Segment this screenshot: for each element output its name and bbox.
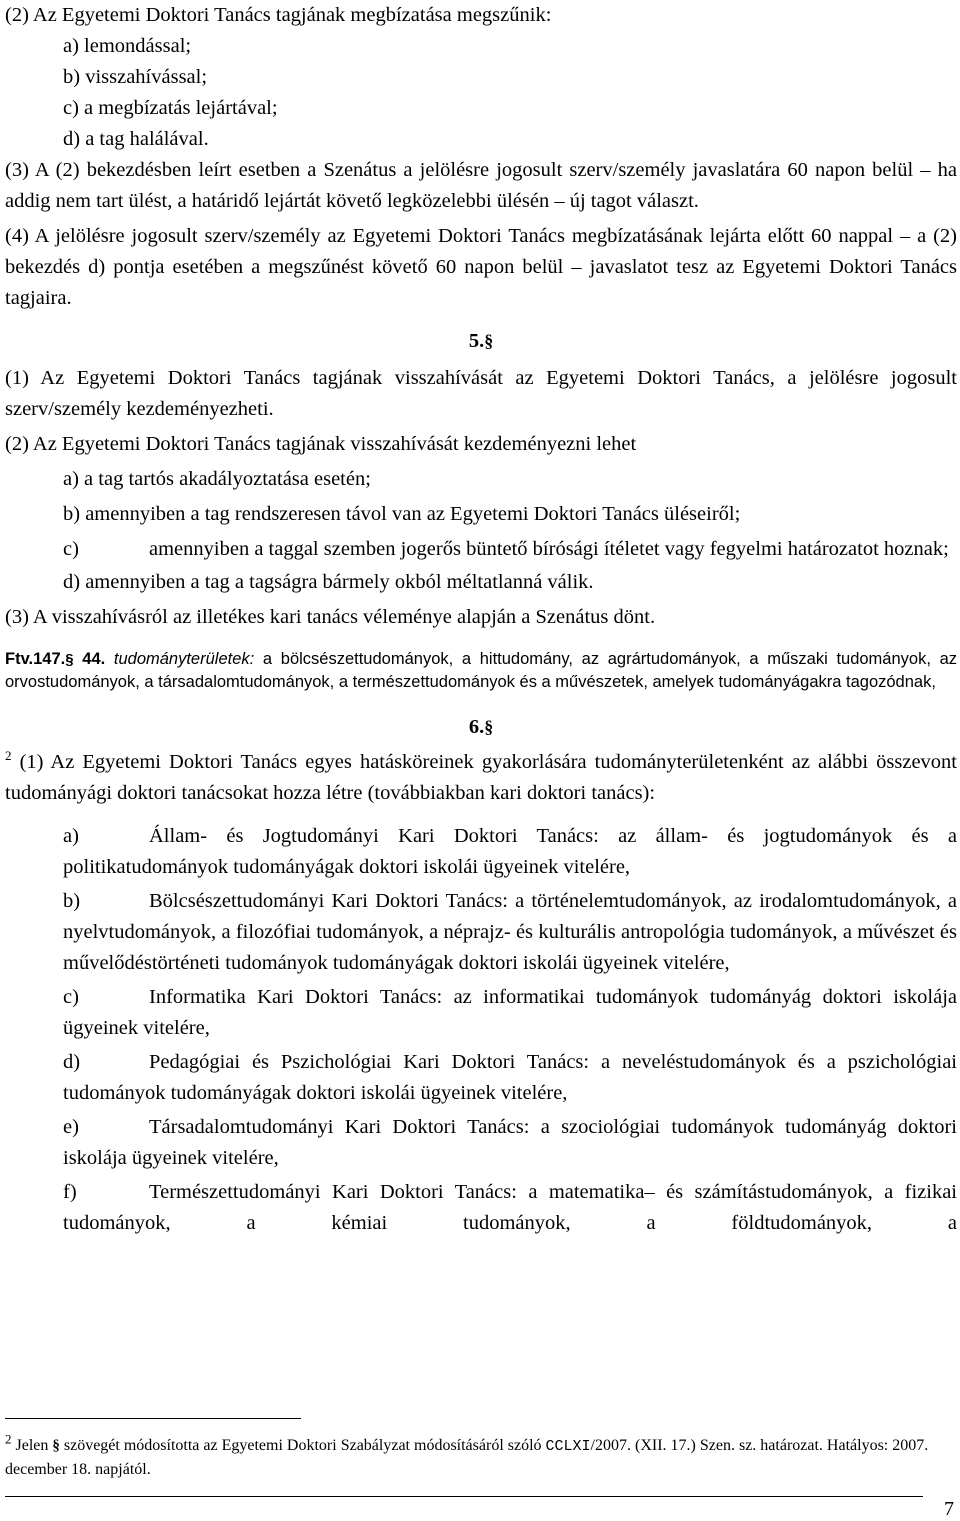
paragraph-3: (3) A (2) bekezdésben leírt esetben a Szenátus a jelölésre jogosult szerv/személy javaslatára 60 napon belül – ha addig nem tart ülést, a határidő lejártát követő legközelebbi ülésén – új tagot választ. <box>5 159 957 212</box>
list-item <box>63 1112 957 1174</box>
list-item <box>63 982 957 1044</box>
section-6-paragraph-1: $^2$ (1) Az Egyetemi Doktori Tanács egyes hatásköreinek gyakorlására tudományterületenként az alábbi összevont tudományági doktori tanácsokat hozza létre (továbbiakban kari doktori tanács): <box>5 748 957 804</box>
ftv-term: tudományterületek: <box>113 650 255 668</box>
list-item <box>63 821 957 883</box>
section-5-paragraph-1: (1) Az Egyetemi Doktori Tanács tagjának visszahívását az Egyetemi Doktori Tanács, a jelölésre jogosult szerv/személy kezdeményezheti. <box>5 367 957 420</box>
section-5-heading <box>5 326 957 357</box>
item-label: e) <box>63 1116 79 1138</box>
item-label: c) <box>63 986 79 1008</box>
item-text: Pedagógiai és Pszichológiai Kari Doktori Tanács: a neveléstudományok és a pszichológiai tudományok tudományágak doktori iskolái ügyeinek vitelére, <box>63 1051 957 1104</box>
section-6-list <box>5 821 957 1239</box>
item-text: amennyiben a taggal szemben jogerős büntető bírósági ítéletet vagy fegyelmi határozatot hoznak; <box>149 538 949 560</box>
paragraph-mark-icon: § <box>52 1438 60 1454</box>
ftv-text: a bölcsészettudományok, a hittudomány, az agrártudományok, a műszaki tudományok, az orvostudományok, a társadalomtudományok, a természettudományok és a művészetek, amelyek tudományágakra tagozódnak, <box>5 650 958 691</box>
list-item: a) lemondással; <box>63 35 192 57</box>
paragraph-mark-icon: § <box>484 331 494 351</box>
footnote-number: 2 <box>5 1431 12 1447</box>
item-label: a) <box>63 825 79 847</box>
paragraph-mark-icon: § <box>65 651 74 668</box>
list-item: b) amennyiben a tag rendszeresen távol van az Egyetemi Doktori Tanács üléseiről; <box>63 503 741 525</box>
item-label: b) <box>63 890 81 912</box>
list-item <box>63 1047 957 1109</box>
item-text: Bölcsészettudományi Kari Doktori Tanács: a történelemtudományok, az irodalomtudományok, a nyelvtudományok, a filozófiai tudományok, a néprajz- és kulturális antropológia tudományok, a művészet és művelődéstörténeti tudományok tudományágak doktori iskolái ügyeinek vitelére, <box>63 890 957 974</box>
list-item: a) a tag tartós akadályoztatása esetén; <box>63 468 371 490</box>
item-text: Természettudományi Kari Doktori Tanács: a matematika– és számítástudományok, a fizikai tudományok, a kémiai tudományok, a földtudományok, a <box>63 1181 957 1234</box>
section-5-paragraph-2: (2) Az Egyetemi Doktori Tanács tagjának visszahívását kezdeményezni lehet <box>5 433 637 455</box>
footnote-code: CCLXI <box>545 1438 591 1455</box>
ftv-definition <box>5 648 957 694</box>
section-5-paragraph-3: (3) A visszahívásról az illetékes kari tanács véleménye alapján a Szenátus dönt. <box>5 606 656 628</box>
item-label: f) <box>63 1181 77 1203</box>
footnote-marker[interactable]: 2 <box>5 748 12 764</box>
section-6-heading <box>5 712 957 743</box>
footnote: $^2$ Jelen § szövegét módosította az Egyetemi Doktori Szabályzat módosításáról szóló CCLXI/2007. (XII. 17.) Szen. sz. határozat. Hatályos: 2007. december 18. napjától. <box>5 1431 929 1478</box>
ftv-number: 44. <box>82 650 106 668</box>
footnote-divider <box>5 1418 301 1419</box>
item-text: Állam- és Jogtudományi Kari Doktori Tanács: az állam- és jogtudományok és a politikatudományok tudományágak doktori iskolái ügyeinek vitelére, <box>63 825 957 878</box>
item-text: Társadalomtudományi Kari Doktori Tanács: a szociológiai tudományok tudományág doktori iskolája ügyeinek vitelére, <box>63 1116 957 1169</box>
list-item: c) a megbízatás lejártával; <box>63 97 278 119</box>
section-number: 6. <box>468 716 485 738</box>
item-label: c) <box>63 538 79 560</box>
list-item: d) amennyiben a tag a tagságra bármely okból méltatlanná válik. <box>63 571 594 593</box>
paragraph-mark-icon: § <box>484 717 494 737</box>
list-item <box>63 534 957 565</box>
paragraph-2-intro: (2) Az Egyetemi Doktori Tanács tagjának megbízatása megszűnik: <box>5 4 552 26</box>
list-item: b) visszahívással; <box>63 66 208 88</box>
document-page <box>5 0 957 1239</box>
ftv-reference: Ftv.147. <box>5 650 66 668</box>
list-item: d) a tag halálával. <box>63 128 209 150</box>
list-item <box>63 1177 957 1239</box>
page-footer-divider <box>5 1496 923 1497</box>
list-item <box>63 886 957 979</box>
page-number: 7 <box>944 1498 954 1520</box>
section-number: 5. <box>468 330 485 352</box>
item-text: Informatika Kari Doktori Tanács: az informatikai tudományok tudományág doktori iskolája ügyeinek vitelére, <box>63 986 957 1039</box>
item-label: d) <box>63 1051 81 1073</box>
paragraph-4: (4) A jelölésre jogosult szerv/személy az Egyetemi Doktori Tanács megbízatásának lejárta előtt 60 nappal – a (2) bekezdés d) pontja esetében a megszűnést követő 60 napon belül – javaslatot tesz az Egyetemi Doktori Tanács tagjaira. <box>5 225 957 309</box>
